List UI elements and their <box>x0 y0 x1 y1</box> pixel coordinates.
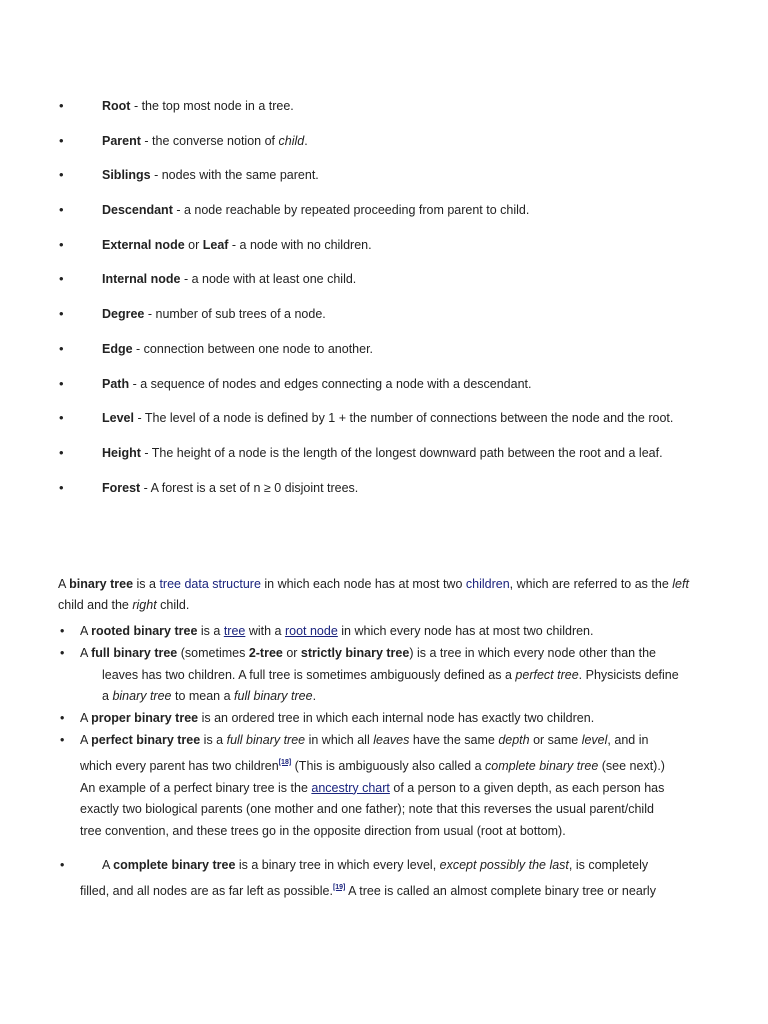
definition-text: Degree - number of sub trees of a node. <box>102 307 326 322</box>
list-item <box>0 131 768 166</box>
definitions-list <box>0 96 768 512</box>
binary-tree-intro: A binary tree is a tree data structure in which each node has at most two children, which are referred to as the left child and the right child. <box>58 576 689 612</box>
bullet-icon: • <box>59 306 64 322</box>
definition-text: Path - a sequence of nodes and edges connecting a node with a descendant. <box>102 376 532 391</box>
tree-data-structure-link[interactable]: tree data structure <box>159 576 261 591</box>
bullet-icon: • <box>59 271 64 287</box>
list-item <box>0 708 768 730</box>
definition-text: Internal node - a node with at least one child. <box>102 272 357 287</box>
list-item <box>0 339 768 374</box>
tree-link[interactable]: tree <box>223 624 246 638</box>
term: External node <box>102 237 185 252</box>
bullet-icon: • <box>60 645 65 660</box>
term: Siblings <box>102 168 151 183</box>
list-item <box>0 374 768 409</box>
citation-link[interactable]: [18] <box>278 758 292 766</box>
list-item <box>0 855 768 903</box>
definition-text: Forest - A forest is a set of n ≥ 0 disjoint trees. <box>102 480 359 495</box>
term: Descendant <box>102 203 173 218</box>
definition-text: Descendant - a node reachable by repeated proceeding from parent to child. <box>102 203 530 218</box>
list-item <box>0 443 768 478</box>
rooted-binary-tree-text: A rooted binary tree is a tree with a root node in which every node has at most two children. <box>80 624 594 638</box>
bullet-icon: • <box>59 444 64 460</box>
complete-binary-tree-text: A complete binary tree is a binary tree in which every level, except possibly the last, is completely filled, and all nodes are as far left as possible.[19] A tree is called an almost complete binary tree or nearly <box>80 857 656 898</box>
spacer <box>0 843 768 855</box>
children-link[interactable]: children <box>465 576 510 591</box>
ancestry-chart-link[interactable]: ancestry chart <box>311 780 390 795</box>
term: Forest <box>102 480 141 495</box>
list-item <box>0 200 768 235</box>
definition-text: External node or Leaf - a node with no children. <box>102 237 372 252</box>
term: Edge <box>102 341 133 356</box>
list-item <box>0 643 768 708</box>
list-item <box>0 165 768 200</box>
bullet-icon: • <box>60 857 65 872</box>
term: Degree <box>102 307 145 322</box>
bullet-icon: • <box>59 236 64 252</box>
definition-text: Height - The height of a node is the length of the longest downward path between the root and a leaf. <box>102 445 663 460</box>
bullet-icon: • <box>59 479 64 495</box>
full-binary-tree-text: A full binary tree (sometimes 2-tree or strictly binary tree) is a tree in which every node other than the leaves has two children. A full tree is sometimes ambiguously defined as a perfect tree. Physicists define a binary tree to mean a full binary tree. <box>80 645 679 704</box>
bullet-icon: • <box>60 711 65 726</box>
bullet-icon: • <box>59 410 64 426</box>
definition-text: Root - the top most node in a tree. <box>102 99 294 113</box>
bullet-icon: • <box>60 732 65 747</box>
binary-tree-types-list <box>0 621 768 903</box>
bullet-icon: • <box>59 202 64 218</box>
bullet-icon: • <box>59 98 64 113</box>
bullet-icon: • <box>59 167 64 183</box>
term: Parent <box>102 133 141 148</box>
citation-link[interactable]: [19] <box>332 883 346 891</box>
bullet-icon: • <box>59 340 64 356</box>
definition-text: Parent - the converse notion of child. <box>102 133 308 148</box>
definition-text: Level - The level of a node is defined by 1 + the number of connections between the node and the root. <box>102 411 674 426</box>
definition-text: Edge - connection between one node to another. <box>102 341 374 356</box>
list-item <box>0 269 768 304</box>
proper-binary-tree-text: A proper binary tree is an ordered tree in which each internal node has exactly two children. <box>80 711 595 726</box>
list-item <box>0 621 768 643</box>
term: Height <box>102 445 141 460</box>
term: Internal node <box>102 272 181 287</box>
list-item <box>0 235 768 270</box>
bullet-icon: • <box>59 375 64 391</box>
list-item <box>0 730 768 843</box>
bullet-icon: • <box>59 132 64 148</box>
term: Root <box>102 99 131 113</box>
term: Level <box>102 411 134 426</box>
list-item <box>0 96 768 131</box>
term: Path <box>102 376 130 391</box>
list-item <box>0 478 768 513</box>
list-item <box>0 304 768 339</box>
definition-text: Siblings - nodes with the same parent. <box>102 168 319 183</box>
root-node-link[interactable]: root node <box>284 624 338 638</box>
bullet-icon: • <box>60 624 65 638</box>
list-item <box>0 408 768 443</box>
perfect-binary-tree-text: A perfect binary tree is a full binary tree in which all leaves have the same depth or same level, and in which every parent has two children[18] (This is ambiguously also called a complete binary tree (see next).) An example of a perfect binary tree is the ancestry chart of a person to a given depth, as each person has exactly two biological parents (one mother and one father); note that this reverses the usual parent/child tree convention, and these trees go in the opposite direction from usual (root at bottom). <box>80 732 665 839</box>
